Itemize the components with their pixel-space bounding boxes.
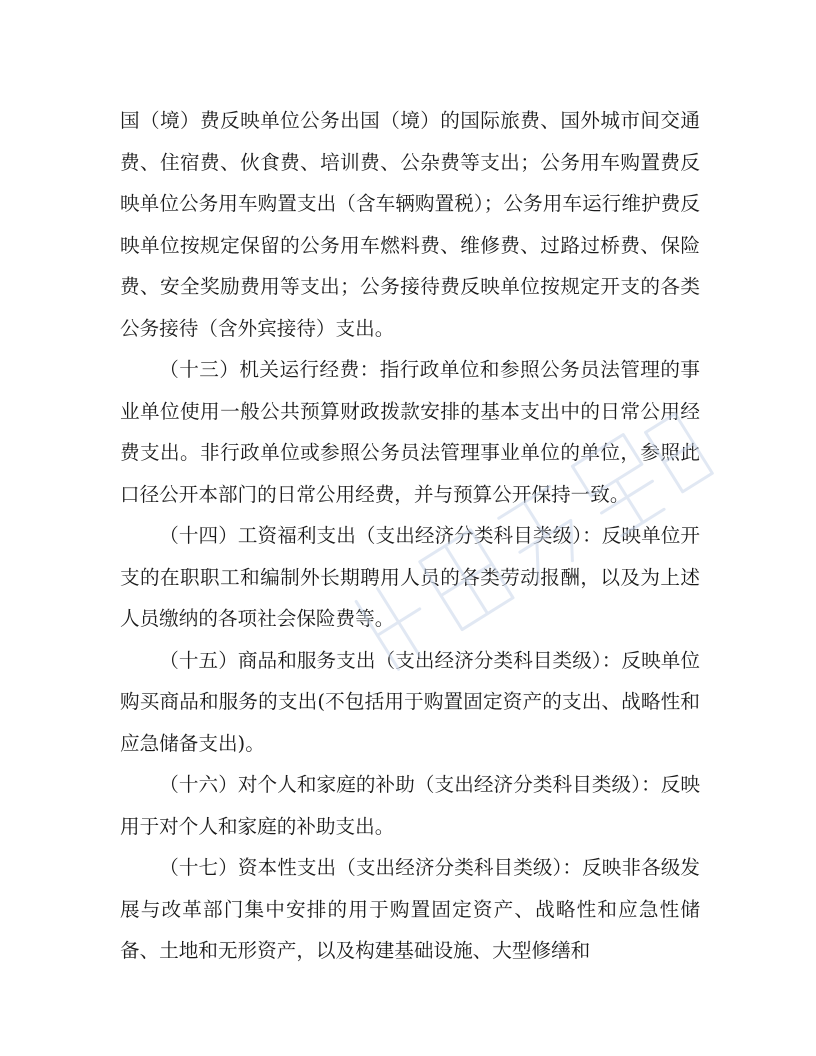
paragraph-item-14: （十四）工资福利支出（支出经济分类科目类级）：反映单位开支的在职职工和编制外长期聘用人员的各类劳动报酬，以及为上述人员缴纳的各项社会保险费等。 xyxy=(120,524,700,630)
document-body xyxy=(120,100,700,972)
paragraph-item-16: （十六）对个人和家庭的补助（支出经济分类科目类级）：反映用于对个人和家庭的补助支出。 xyxy=(120,773,700,838)
paragraph-item-13: （十三）机关运行经费：指行政单位和参照公务员法管理的事业单位使用一般公共预算财政拨款安排的基本支出中的日常公用经费支出。非行政单位或参照公务员法管理事业单位的单位，参照此口径公开本部门的日常公用经费，并与预算公开保持一致。 xyxy=(120,358,700,506)
paragraph-item-17: （十七）资本性支出（支出经济分类科目类级）：反映非各级发展与改革部门集中安排的用于购置固定资产、战略性和应急性储备、土地和无形资产，以及构建基础设施、大型修缮和 xyxy=(120,856,700,962)
paragraph-item-15: （十五）商品和服务支出（支出经济分类科目类级）：反映单位购买商品和服务的支出(不包括用于购置固定资产的支出、战略性和应急储备支出)。 xyxy=(120,648,700,755)
paragraph-continuation: 国（境）费反映单位公务出国（境）的国际旅费、国外城市间交通费、住宿费、伙食费、培训费、公杂费等支出；公务用车购置费反映单位公务用车购置支出（含车辆购置税）；公务用车运行维护费反映单位按规定保留的公务用车燃料费、维修费、过路过桥费、保险费、安全奖励费用等支出；公务接待费反映单位按规定开支的各类公务接待（含外宾接待）支出。 xyxy=(120,109,700,340)
